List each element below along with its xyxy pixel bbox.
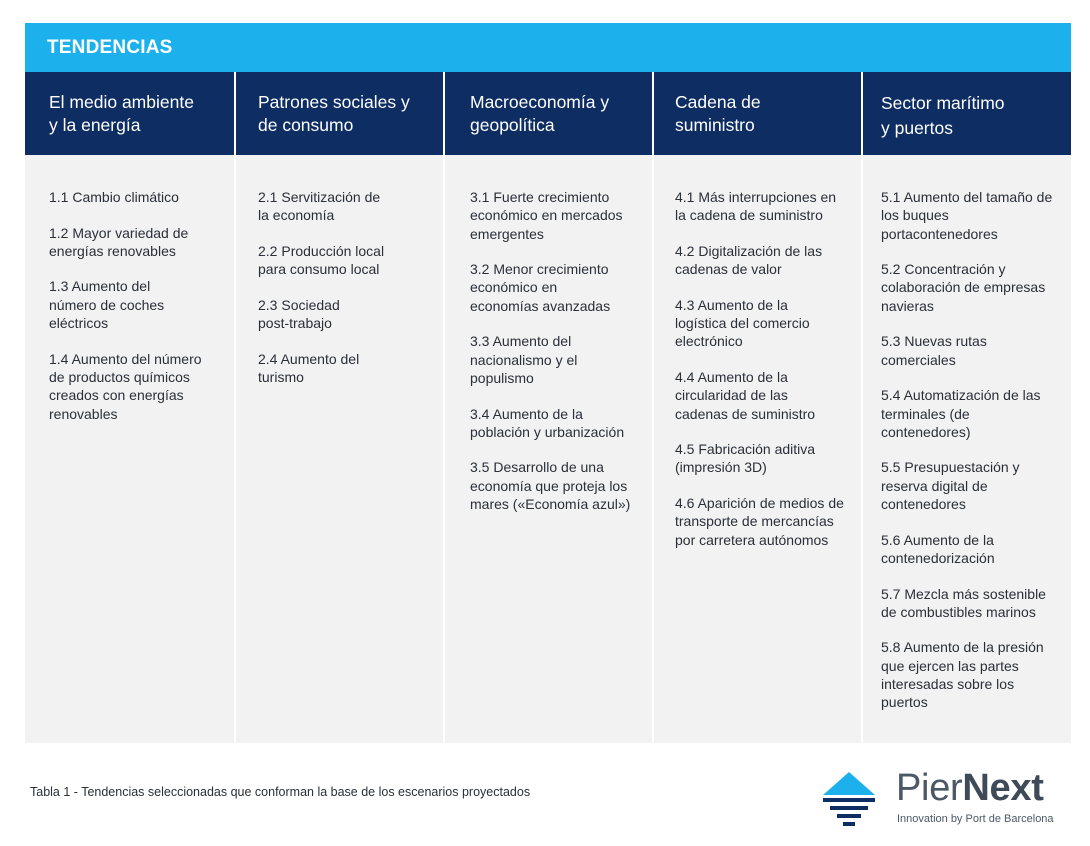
trend-item: 2.2 Producción local para consumo local	[258, 242, 385, 278]
trend-item: 1.3 Aumento del número de coches eléctricos	[49, 278, 165, 332]
banner-title: TENDENCIAS	[47, 37, 173, 58]
trend-item: 2.4 Aumento del turismo	[258, 350, 360, 385]
column-header-macroeconomy: Macroeconomía y geopolítica	[443, 72, 652, 155]
table-caption: Tabla 1 - Tendencias seleccionadas que conforman la base de los escenarios proyectados	[30, 785, 531, 799]
trend-item: 5.2 Concentración y colaboración de empresas navieras	[881, 261, 1046, 314]
column-header-supply-chain: Cadena de suministro	[652, 72, 861, 155]
trend-item: 5.3 Nuevas rutas comerciales	[881, 333, 987, 368]
column-header-social: Patrones sociales y de consumo	[234, 72, 443, 155]
column-body-maritime	[861, 155, 1071, 743]
logo-wordmark: PierNext	[896, 767, 1044, 809]
trend-item: 5.8 Aumento de la presión que ejercen las partes interesadas sobre los puertos	[881, 639, 1044, 711]
trend-item: 3.3 Aumento del nacionalismo y el populismo	[470, 333, 578, 386]
trend-item: 3.2 Menor crecimiento económico en economías avanzadas	[470, 261, 611, 314]
pier-wave-logo-icon	[820, 772, 878, 826]
column-header-maritime: Sector marítimo y puertos	[861, 72, 1071, 155]
trend-item: 4.1 Más interrupciones en la cadena de suministro	[675, 189, 837, 224]
trend-item: 1.2 Mayor variedad de energías renovables	[49, 224, 189, 259]
trend-item: 4.6 Aparición de medios de transporte de mercancías por carretera autónomos	[675, 495, 844, 548]
trend-item: 5.5 Presupuestación y reserva digital de contenedores	[881, 459, 1020, 513]
trend-item: 5.4 Automatización de las terminales (de contenedores)	[881, 387, 1041, 440]
piernext-logo	[820, 768, 1070, 830]
trend-item: 1.1 Cambio climático	[49, 189, 179, 205]
trend-item: 3.4 Aumento de la población y urbanización	[470, 405, 625, 440]
trend-item: 4.5 Fabricación aditiva (impresión 3D)	[675, 441, 816, 476]
trend-item: 4.2 Digitalización de las cadenas de valor	[675, 242, 823, 278]
trends-table	[25, 72, 1071, 743]
trend-item: 5.7 Mezcla más sostenible de combustibles marinos	[881, 585, 1046, 620]
column-body-supply-chain	[652, 155, 861, 743]
trend-item: 2.1 Servitización de la economía	[258, 189, 381, 224]
column-body-social	[234, 155, 443, 743]
logo-tagline: Innovation by Port de Barcelona	[897, 813, 1054, 825]
column-body-macroeconomy	[443, 155, 652, 743]
trend-item: 3.1 Fuerte crecimiento económico en mercados emergentes	[470, 189, 623, 242]
trend-item: 2.3 Sociedad post-trabajo	[258, 296, 340, 332]
trend-item: 4.4 Aumento de la circularidad de las cadenas de suministro	[675, 368, 816, 422]
trend-item: 5.6 Aumento de la contenedorización	[881, 531, 995, 566]
column-header-environment: El medio ambiente y la energía	[25, 72, 234, 155]
trend-item: 1.4 Aumento del número de productos químicos creados con energías renovables	[49, 350, 202, 422]
trend-item: 4.3 Aumento de la logística del comercio electrónico	[675, 296, 810, 350]
column-body-environment	[25, 155, 234, 743]
trend-item: 5.1 Aumento del tamaño de los buques portacontenedores	[881, 189, 1053, 242]
trends-banner	[25, 23, 1071, 72]
trend-item: 3.5 Desarrollo de una economía que proteja los mares («Economía azul»)	[470, 459, 631, 513]
